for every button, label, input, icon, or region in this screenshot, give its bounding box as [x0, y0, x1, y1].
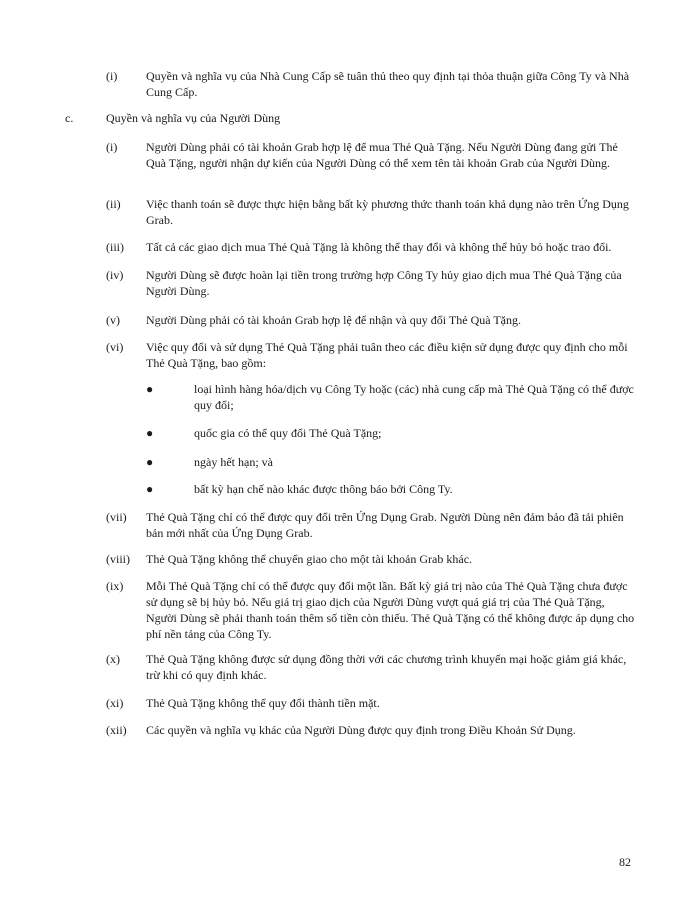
list-item-label: (iii) [106, 240, 124, 254]
list-item-text: Việc thanh toán sẽ được thực hiện bằng bất kỳ phương thức thanh toán khả dụng nào trên Ứng Dụng Grab. [146, 197, 629, 227]
list-item-label: (xii) [106, 723, 127, 737]
list-item-text: Người Dùng phải có tài khoản Grab hợp lệ để nhận và quy đổi Thẻ Quà Tặng. [146, 313, 521, 327]
page-number: 82 [619, 855, 631, 869]
list-item-text: Các quyền và nghĩa vụ khác của Người Dùng được quy định trong Điều Khoản Sử Dụng. [146, 723, 576, 737]
list-item-text: Thẻ Quà Tặng không được sử dụng đồng thời với các chương trình khuyến mại hoặc giảm giá khác, trừ khi có quy định khác. [146, 652, 627, 682]
bullet-symbol: ● [146, 426, 154, 440]
list-item-text: Mỗi Thẻ Quà Tặng chỉ có thể được quy đổi một lần. Bất kỳ giá trị nào của Thẻ Quà Tặng chưa được sử dụng sẽ bị hủy bỏ. Nếu giá trị giao dịch của Người Dùng vượt quá giá trị của Thẻ Quà Tặng, Người Dùng sẽ phải thanh toán thêm số tiền còn thiếu. Thẻ Quà Tặng có thể không được áp dụng cho phí nền tảng của Công Ty. [146, 579, 635, 641]
list-item-label: (i) [106, 69, 118, 83]
list-item-label: (viii) [106, 552, 130, 566]
list-item-label: (vi) [106, 340, 124, 354]
list-item-label: (ix) [106, 579, 124, 593]
list-item-text: Thẻ Quà Tặng không thể chuyển giao cho một tài khoản Grab khác. [146, 552, 473, 566]
section-label: c. [65, 111, 74, 125]
list-item-text: Thẻ Quà Tặng không thể quy đổi thành tiền mặt. [146, 696, 380, 710]
bullet-text: ngày hết hạn; và [194, 455, 273, 469]
bullet-text: bất kỳ hạn chế nào khác được thông báo bởi Công Ty. [194, 482, 453, 496]
bullet-text: quốc gia có thể quy đổi Thẻ Quà Tặng; [194, 426, 382, 440]
list-item-label: (v) [106, 313, 120, 327]
bullet-text: loại hình hàng hóa/dịch vụ Công Ty hoặc (các) nhà cung cấp mà Thẻ Quà Tặng có thể được quy đổi; [194, 382, 634, 412]
list-item-label: (i) [106, 140, 118, 154]
list-item-text: Việc quy đổi và sử dụng Thẻ Quà Tặng phải tuân theo các điều kiện sử dụng được quy định cho mỗi Thẻ Quà Tặng, bao gồm: [146, 340, 628, 370]
list-item-label: (ii) [106, 197, 121, 211]
list-item-label: (vii) [106, 510, 127, 524]
list-item-text: Người Dùng phải có tài khoản Grab hợp lệ để mua Thẻ Quà Tặng. Nếu Người Dùng đang gửi Thẻ Quà Tặng, người nhận dự kiến của Người Dùng có thể xem tên tài khoản Grab của Người Dùng. [146, 140, 618, 170]
bullet-symbol: ● [146, 455, 154, 469]
list-item-text: Tất cả các giao dịch mua Thẻ Quà Tặng là không thể thay đổi và không thể hủy bỏ hoặc trao đổi. [146, 240, 612, 254]
list-item-label: (xi) [106, 696, 124, 710]
list-item-text: Thẻ Quà Tặng chỉ có thể được quy đổi trên Ứng Dụng Grab. Người Dùng nên đảm bảo đã tải phiên bản mới nhất của Ứng Dụng Grab. [146, 510, 624, 540]
list-item-label: (x) [106, 652, 120, 666]
section-title: Quyền và nghĩa vụ của Người Dùng [106, 111, 281, 125]
bullet-symbol: ● [146, 382, 154, 396]
list-item-label: (iv) [106, 268, 124, 282]
list-item-text: Quyền và nghĩa vụ của Nhà Cung Cấp sẽ tuân thủ theo quy định tại thỏa thuận giữa Công Ty và Nhà Cung Cấp. [146, 69, 630, 99]
bullet-symbol: ● [146, 482, 154, 496]
list-item-text: Người Dùng sẽ được hoàn lại tiền trong trường hợp Công Ty hủy giao dịch mua Thẻ Quà Tặng của Người Dùng. [146, 268, 622, 298]
